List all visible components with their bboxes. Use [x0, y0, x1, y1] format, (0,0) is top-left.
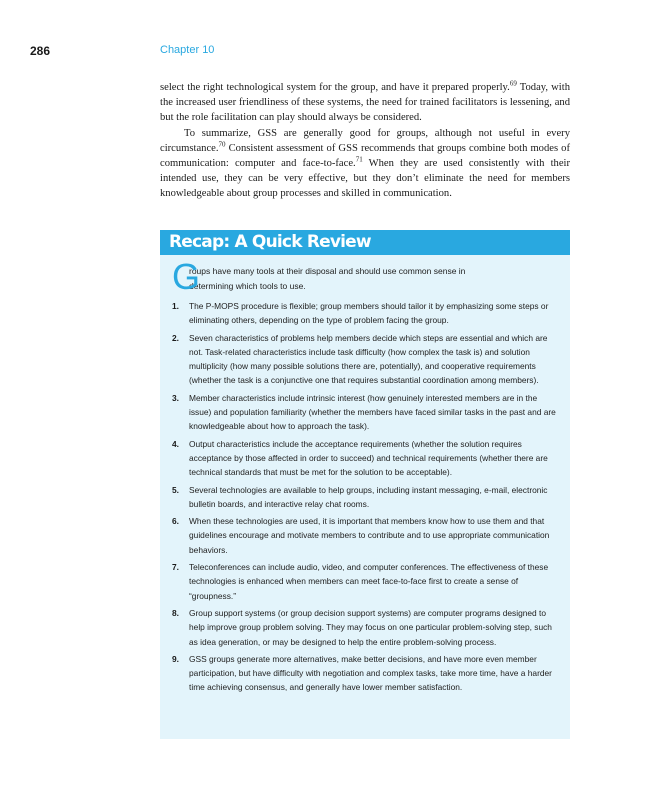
text-span: select the right technological system for the group, and have it prepared properly. — [160, 82, 510, 93]
recap-list — [160, 299, 570, 695]
item-text: Group support systems (or group decision support systems) are computer programs designed to help improve group problem solving. They may focus on one particular problem-solving step, such as idea generation, or may be designed to help the entire problem-solving process. — [189, 607, 552, 647]
footnote-ref: 70 — [218, 140, 226, 149]
text-span: To summarize, GSS are generally good for groups, although not useful in every circumstance. — [160, 127, 570, 154]
item-text: Member characteristics include intrinsic interest (how genuinely interested members are in the issue) and population familiarity (whether the members have faced similar tasks in the past and are knowledgeable about how to approach the task). — [189, 392, 556, 432]
paragraph — [160, 80, 570, 126]
list-item — [172, 606, 556, 649]
item-number: 8. — [172, 607, 179, 618]
item-number: 7. — [172, 562, 179, 573]
page-number: 286 — [30, 44, 51, 58]
list-item — [172, 391, 556, 434]
text-span: Today, with the increased user friendliness of these systems, the need for trained facilitators is lessening, and but the role facilitation can play should always be considered. — [160, 82, 570, 124]
list-item — [172, 560, 556, 603]
item-number: 4. — [172, 438, 179, 449]
list-item — [172, 299, 556, 328]
intro-line: roups have many tools at their disposal and should use common sense in — [189, 266, 466, 276]
item-text: Teleconferences can include audio, video, and computer conferences. The effectiveness of these technologies is enhanced when members can meet face-to-face first to create a sense of “groupness.” — [189, 562, 549, 601]
recap-box — [160, 230, 570, 739]
item-number: 2. — [172, 332, 179, 343]
list-item — [172, 514, 556, 557]
footnote-ref: 71 — [355, 155, 363, 164]
recap-intro — [172, 256, 556, 297]
item-text: The P-MOPS procedure is flexible; group members should tailor it by emphasizing some steps or eliminating others, depending on the type of problem facing the group. — [189, 301, 549, 326]
footnote-ref: 69 — [509, 79, 517, 88]
item-number: 5. — [172, 484, 179, 495]
item-number: 3. — [172, 392, 179, 403]
recap-title: Recap: A Quick Review — [160, 230, 570, 255]
body-text — [160, 80, 570, 202]
drop-cap: G — [172, 256, 201, 297]
intro-line: determining which tools to use. — [189, 280, 306, 291]
list-item — [172, 437, 556, 480]
list-item — [172, 652, 556, 695]
item-text: Several technologies are available to help groups, including instant messaging, e-mail, electronic bulletin boards, and interactive relay chat rooms. — [189, 484, 548, 509]
item-text: GSS groups generate more alternatives, make better decisions, and have more even member participation, but have difficulty with negotiation and complex tasks, take more time, have a harder time achieving consensus, and generally have lower member satisfaction. — [189, 653, 552, 693]
chapter-label: Chapter 10 — [160, 44, 215, 56]
item-text: When these technologies are used, it is important that members know how to use them and that guidelines encourage and motivate members to contribute and to use appropriate communication behaviors. — [189, 516, 550, 555]
text-span: When they are used consistently with their intended use, they can be very effective, but they don’t eliminate the need for members knowledgeable about group processes and skilled in communication. — [160, 158, 570, 200]
item-text: Output characteristics include the acceptance requirements (whether the solution requires acceptance by those affected in order to succeed) and technical requirements (whether there are technical standards that must be met for the solution to be acceptable). — [189, 438, 548, 478]
item-text: Seven characteristics of problems help members decide which steps are essential and which are not. Task-related characteristics include task difficulty (how complex the task is) and solution multiplicity (how many possible solutions there are, potentially), and cooperative requirements (whether the task is a conjunctive one that requires substantial coordination among members). — [189, 332, 548, 386]
text-span: Consistent assessment of GSS recommends that groups combine both modes of communication: computer and face-to-face. — [160, 142, 570, 170]
list-item — [172, 331, 556, 388]
paragraph — [160, 126, 570, 202]
item-number: 9. — [172, 653, 179, 664]
list-item — [172, 483, 556, 512]
item-number: 1. — [172, 301, 179, 311]
item-number: 6. — [172, 516, 179, 527]
